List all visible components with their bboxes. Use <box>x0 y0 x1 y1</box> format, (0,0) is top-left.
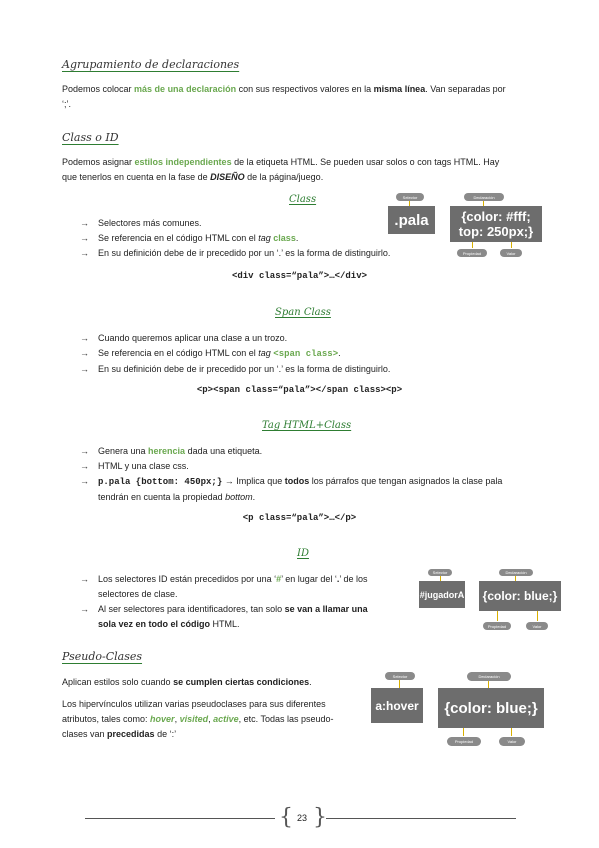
diagram-connector <box>511 728 512 736</box>
class-bullets <box>80 216 440 261</box>
list-item: → Al ser selectores para identificadores, tan solo se van a llamar una sola vez en todo el código HTML. <box>80 602 412 632</box>
subsection-title-tag-html-class: Tag HTML+Class <box>262 420 352 431</box>
footer-bracket-left-icon: { <box>279 805 293 830</box>
arrow-icon: → <box>80 348 89 358</box>
id-bullets <box>80 572 412 632</box>
paragraph-agrupamiento: Podemos colocar más de una declaración con sus respectivos valores en la misma línea. Van separadas por ‘;’. <box>62 84 506 109</box>
diagram-connector <box>511 242 512 248</box>
arrow-icon: → <box>80 218 89 228</box>
list-item: → Cuando queremos aplicar una clase a un trozo. <box>80 331 550 346</box>
arrow-icon: → <box>80 248 89 258</box>
subsection-title-span-class: Span Class <box>275 307 331 318</box>
code-example-tag: <p class=“pala”>…</p> <box>242 513 357 523</box>
code-example-class: <div class=“pala”>…</div> <box>231 271 368 281</box>
section-title-pseudo-clases: Pseudo-Clases <box>62 650 143 663</box>
page-number: 23 <box>296 813 307 823</box>
css-rule-diagram-id <box>419 569 565 633</box>
diagram-connector <box>497 611 498 621</box>
list-item: → Se referencia en el código HTML con el tag class. <box>80 231 440 246</box>
diagram-connector <box>399 680 400 688</box>
diagram-selector-box: #jugadorA <box>419 581 465 608</box>
diagram-selector-box: .pala <box>388 206 435 234</box>
arrow-icon: → <box>80 333 89 343</box>
list-item: → Selectores más comunes. <box>80 216 440 231</box>
section-title-class-id: Class o ID <box>62 131 119 144</box>
arrow-icon: → <box>80 574 89 584</box>
diagram-label-valor: Valor <box>500 249 522 257</box>
subsection-title-id: ID <box>297 548 309 559</box>
css-rule-diagram-pseudo <box>371 672 551 750</box>
arrow-icon: → <box>80 604 89 614</box>
code-example-span: <p><span class=“pala”></span class><p> <box>196 385 403 395</box>
diagram-declaration-box: {color: #fff; top: 250px;} <box>450 206 542 242</box>
footer-line-left <box>85 818 275 819</box>
diagram-label-valor: Valor <box>526 622 548 630</box>
diagram-label-valor: Valor <box>499 737 525 746</box>
list-item: → En su definición debe de ir precedido por un ‘.’ es la forma de distinguirlo. <box>80 362 550 377</box>
diagram-label-selector: Selector <box>385 672 415 680</box>
diagram-declaration-box: {color: blue;} <box>438 688 544 728</box>
diagram-label-declaracion: Declaración <box>467 672 511 681</box>
section-title-agrupamiento: Agrupamiento de declaraciones <box>62 58 240 71</box>
tag-bullets <box>80 444 545 505</box>
list-item: → p.pala {bottom: 450px;} → Implica que todos los párrafos que tengan asignados la clase pala tendrán en cuenta la propiedad bottom. <box>80 474 545 505</box>
arrow-icon: → <box>80 446 89 456</box>
css-rule-diagram-class <box>388 193 548 261</box>
arrow-icon: → <box>80 364 89 374</box>
list-item: → Se referencia en el código HTML con el tag <span class>. <box>80 346 550 362</box>
subsection-title-class: Class <box>289 194 317 205</box>
list-item: → HTML y una clase css. <box>80 459 545 474</box>
diagram-label-propiedad: Propiedad <box>447 737 481 746</box>
diagram-label-selector: Selector <box>396 193 424 201</box>
footer-line-right <box>326 818 516 819</box>
diagram-label-propiedad: Propiedad <box>457 249 487 257</box>
span-bullets <box>80 331 550 377</box>
paragraph-pseudo-1: Aplican estilos solo cuando se cumplen ciertas condiciones. <box>62 677 312 687</box>
diagram-connector <box>472 242 473 248</box>
diagram-label-selector: Selector <box>428 569 452 576</box>
arrow-icon: → <box>80 233 89 243</box>
paragraph-pseudo-2: Los hipervínculos utilizan varias pseudoclases para sus diferentes atributos, tales como: hover, visited, active, etc. Todas las pseudo- clases van precedidas de ‘:’ <box>62 699 334 739</box>
list-item: → En su definición debe de ir precedido por un ‘.’ es la forma de distinguirlo. <box>80 246 440 261</box>
arrow-icon: → <box>80 476 89 486</box>
footer-bracket-right-icon: } <box>313 805 327 830</box>
diagram-label-declaracion: Declaración <box>464 193 504 201</box>
diagram-label-declaracion: Declaración <box>499 569 533 576</box>
list-item: → Genera una herencia dada una etiqueta. <box>80 444 545 459</box>
diagram-connector <box>463 728 464 736</box>
list-item: → Los selectores ID están precedidos por una ‘#’ en lugar del ‘.’ de los selectores de clase. <box>80 572 412 602</box>
paragraph-class-id: Podemos asignar estilos independientes de la etiqueta HTML. Se pueden usar solos o con tags HTML. Hay que tenerlos en cuenta en la fase de DISEÑO de la página/juego. <box>62 157 500 182</box>
diagram-label-propiedad: Propiedad <box>483 622 511 630</box>
diagram-declaration-box: {color: blue;} <box>479 581 561 611</box>
diagram-connector <box>537 611 538 621</box>
diagram-selector-box: a:hover <box>371 688 423 723</box>
arrow-icon: → <box>80 461 89 471</box>
diagram-connector <box>488 681 489 688</box>
